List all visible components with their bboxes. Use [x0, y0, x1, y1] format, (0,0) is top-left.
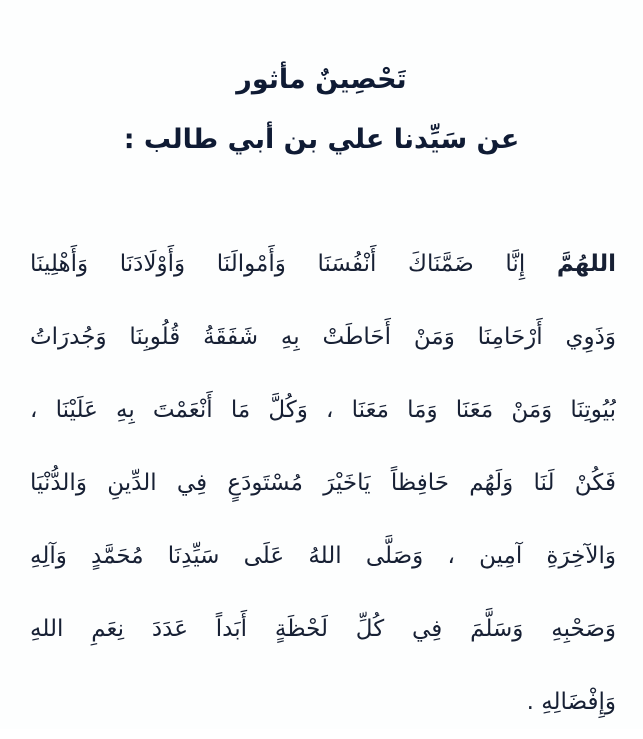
- prayer-line-text: وَصَحْبِهِ وَسَلَّمَ فِي كُلِّ لَحْظَةٍ أَبَداً عَدَدَ نِعَمِ اللهِ: [30, 616, 616, 642]
- prayer-line-7: [30, 666, 616, 739]
- prayer-line-text: إِنَّا ضَمَّنَاكَ أَنْفُسَنَا وَأَمْوالَنَا وَأَوْلَادَنَا وَأَهْلِينَا: [30, 251, 526, 277]
- prayer-line-3: [30, 374, 616, 447]
- prayer-line-2: [30, 301, 616, 374]
- prayer-line-5: [30, 520, 616, 593]
- prayer-line-text: وَإِفْضَالِهِ .: [526, 689, 616, 715]
- prayer-line-6: [30, 593, 616, 666]
- prayer-line-text: وَذَوِي أَرْحَامِنَا وَمَنْ أَحَاطَتْ بِهِ شَفَقَةُ قُلُوبِنَا وَجُدرَاتُ: [30, 324, 616, 350]
- prayer-opening-word: اللهُمَّ: [556, 251, 616, 277]
- prayer-text: [30, 228, 616, 739]
- prayer-line-text: وَالآخِرَةِ آمِين ، وَصَلَّى اللهُ عَلَى سَيِّدِنَا مُحَمَّدٍ وَآلِهِ: [30, 543, 616, 569]
- prayer-line-text: فَكُنْ لَنَا وَلَهُم حَافِظاً يَاخَيْرَ مُسْتَودَعٍ فِي الدِّينِ وَالدُّنْيَا: [30, 470, 616, 496]
- document-subtitle: عن سَيِّدنا علي بن أبي طالب :: [123, 124, 520, 155]
- document-title: تَحْصِينٌ مأثور: [236, 64, 407, 95]
- prayer-line-1: [30, 228, 616, 301]
- prayer-line-4: [30, 447, 616, 520]
- prayer-line-text: بُيُوتِنَا وَمَنْ مَعَنَا وَمَا مَعَنَا ، وَكُلَّ مَا أَنْعَمْتَ بِهِ عَلَيْنَا ،: [30, 397, 616, 423]
